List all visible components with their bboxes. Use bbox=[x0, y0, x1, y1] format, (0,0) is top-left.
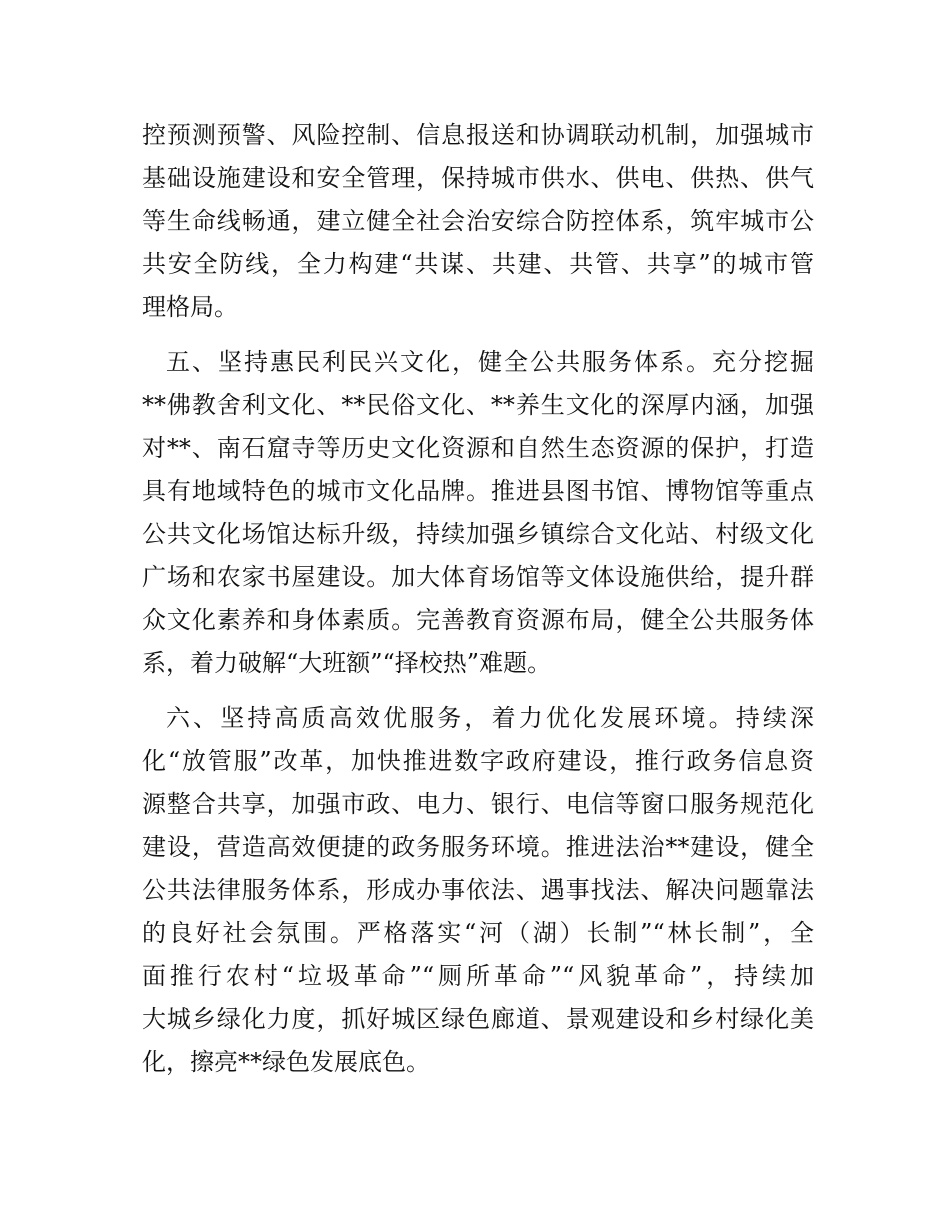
text-line: 理格局。 bbox=[142, 293, 238, 321]
text-line: **佛教舍利文化、**民俗文化、**养生文化的深厚内涵，加强 bbox=[142, 391, 814, 419]
document-body bbox=[142, 114, 814, 1096]
text-line: 面推行农村“垃圾革命”“厕所革命”“风貌革命”，持续加 bbox=[142, 962, 814, 990]
text-line: 的良好社会氛围。严格落实“河（湖）长制”“林长制”，全 bbox=[142, 919, 814, 947]
text-line: 化，擦亮**绿色发展底色。 bbox=[142, 1048, 430, 1076]
text-line: 源整合共享，加强市政、电力、银行、电信等窗口服务规范化 bbox=[142, 790, 814, 818]
text-line: 控预测预警、风险控制、信息报送和协调联动机制，加强城市 bbox=[142, 121, 814, 149]
text-line: 系，着力破解“大班额”“择校热”难题。 bbox=[142, 649, 552, 677]
text-line: 广场和农家书屋建设。加大体育场馆等文体设施供给，提升群 bbox=[142, 563, 814, 591]
paragraph-section-6 bbox=[142, 697, 814, 1084]
text-line: 对**、南石窟寺等历史文化资源和自然生态资源的保护，打造 bbox=[142, 434, 814, 462]
text-line: 建设，营造高效便捷的政务服务环境。推进法治**建设，健全 bbox=[142, 833, 814, 861]
text-line: 五、坚持惠民利民兴文化，健全公共服务体系。充分挖掘 bbox=[166, 348, 814, 376]
text-line: 众文化素养和身体素质。完善教育资源布局，健全公共服务体 bbox=[142, 606, 814, 634]
text-line: 大城乡绿化力度，抓好城区绿色廊道、景观建设和乡村绿化美 bbox=[142, 1005, 814, 1033]
paragraph-continuation bbox=[142, 114, 814, 329]
text-line: 六、坚持高质高效优服务，着力优化发展环境。持续深 bbox=[166, 704, 814, 732]
text-line: 共安全防线，全力构建“共谋、共建、共管、共享”的城市管 bbox=[142, 250, 814, 278]
text-line: 基础设施建设和安全管理，保持城市供水、供电、供热、供气 bbox=[142, 164, 814, 192]
text-line: 具有地域特色的城市文化品牌。推进县图书馆、博物馆等重点 bbox=[142, 477, 814, 505]
text-line: 化“放管服”改革，加快推进数字政府建设，推行政务信息资 bbox=[142, 747, 814, 775]
text-line: 等生命线畅通，建立健全社会治安综合防控体系，筑牢城市公 bbox=[142, 207, 814, 235]
text-line: 公共法律服务体系，形成办事依法、遇事找法、解决问题靠法 bbox=[142, 876, 814, 904]
paragraph-section-5 bbox=[142, 341, 814, 685]
text-line: 公共文化场馆达标升级，持续加强乡镇综合文化站、村级文化 bbox=[142, 520, 814, 548]
